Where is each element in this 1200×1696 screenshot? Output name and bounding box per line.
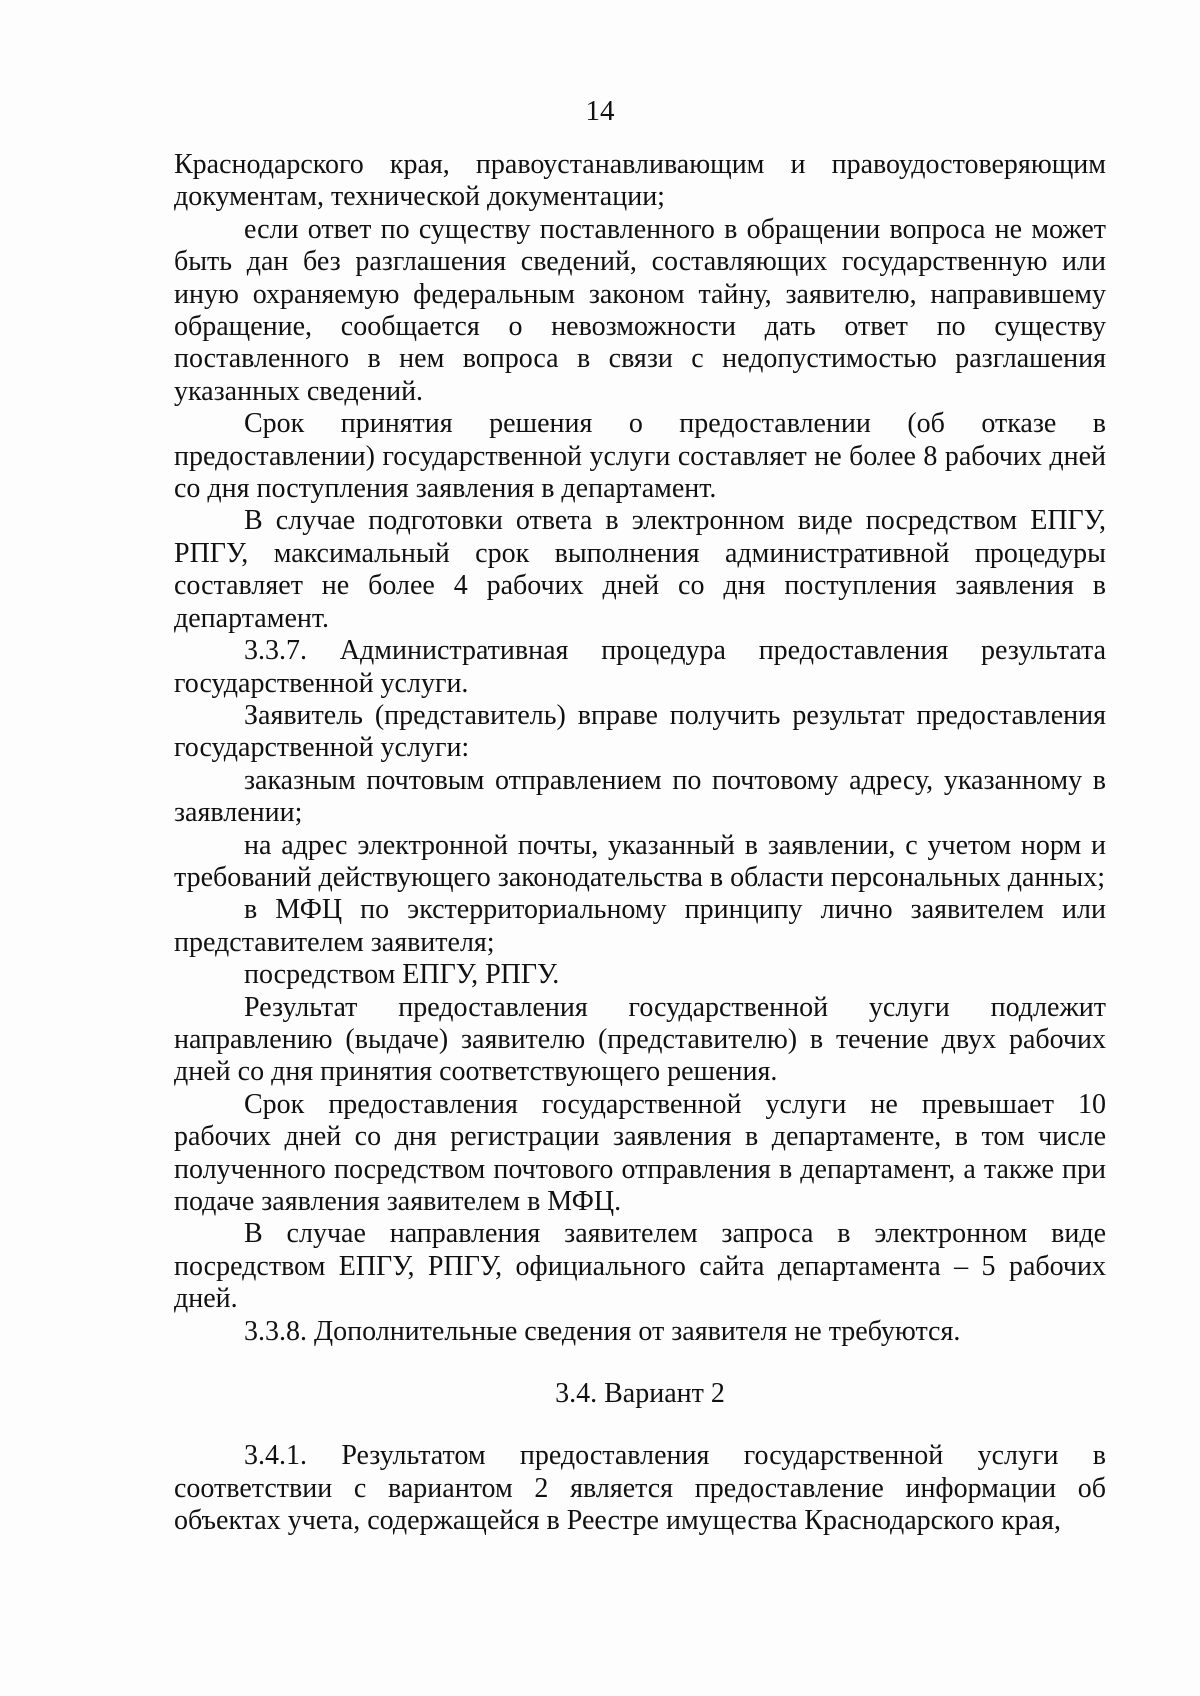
paragraph-3-3-7: 3.3.7. Административная процедура предоставления результата государственной услуги. [174,635,1106,699]
list-item-registered-mail: заказным почтовым отправлением по почтовому адресу, указанному в заявлении; [174,764,1106,829]
list-item-epgu: посредством ЕПГУ, РПГУ. [244,959,560,991]
paragraph-receive-result: Заявитель (представитель) вправе получить результат предоставления государственной услуги: [174,699,1106,764]
paragraph-3-3-8: 3.3.8. Дополнительные сведения от заявителя не требуются. [244,1315,961,1347]
list-item-mfc: в МФЦ по экстерриториальному принципу лично заявителем или представителем заявителя; [174,894,1106,958]
section-heading: 3.4. Вариант 2 [555,1378,725,1410]
paragraph-state-secret: если ответ по существу поставленного в обращении вопроса не может быть дан без разглашения сведений, составляющих государственную или иную охраняемую федеральным законом тайну, заявителю, направившему обращение, сообщается о невозможности дать ответ по существу поставленного в нем вопроса в связи с недопустимостью разглашения указанных сведений. [174,213,1106,407]
paragraph-electronic-request: В случае направления заявителем запроса в электронном виде посредством ЕПГУ, РПГУ, официального сайта департамента – 5 рабочих дней. [174,1218,1106,1315]
paragraph-service-term: Срок предоставления государственной услуги не превышает 10 рабочих дней со дня регистрации заявления в департаменте, в том числе полученного посредством почтового отправления в департамент, а также при подаче заявления заявителем в МФЦ. [174,1088,1106,1217]
paragraph-electronic-response: В случае подготовки ответа в электронном виде посредством ЕПГУ, РПГУ, максимальный срок выполнения административной процедуры составляет не более 4 рабочих дней со дня поступления заявления в департамент. [174,505,1106,634]
paragraph-3-4-1: 3.4.1. Результатом предоставления государственной услуги в соответствии с вариантом 2 является предоставление информации об объектах учета, содержащейся в Реестре имущества Краснодарского края, [174,1440,1106,1537]
list-item-email: на адрес электронной почты, указанный в заявлении, с учетом норм и требований действующего законодательства в области персональных данных; [174,829,1106,893]
paragraph-decision-deadline: Срок принятия решения о предоставлении (об отказе в предоставлении) государственной услуги составляет не более 8 рабочих дней со дня поступления заявления в департамент. [174,408,1106,505]
paragraph-property-documents: Краснодарского края, правоустанавливающим и правоудостоверяющим документам, технической документации; [174,149,1106,213]
paragraph-result-delivery: Результат предоставления государственной услуги подлежит направлению (выдаче) заявителю (представителю) в течение двух рабочих дней со дня принятия соответствующего решения. [174,991,1106,1088]
page-number: 14 [585,95,615,127]
document-body [174,149,1106,1538]
